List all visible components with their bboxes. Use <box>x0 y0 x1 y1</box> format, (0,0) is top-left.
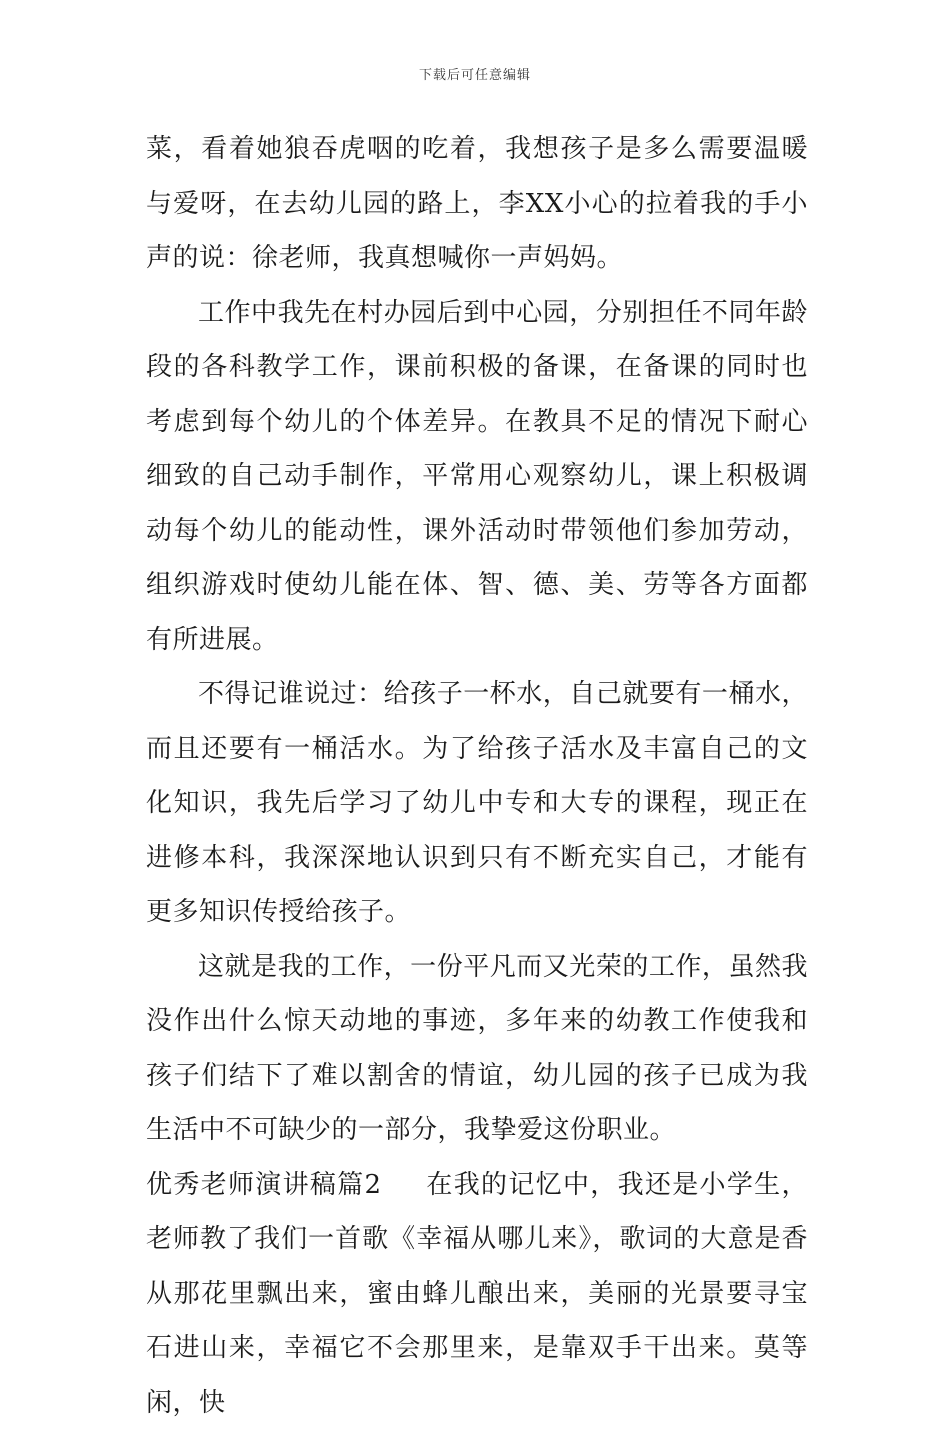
section-title: 优秀老师演讲稿篇2 <box>146 1170 382 1200</box>
paragraph-learning: 不得记谁说过：给孩子一杯水，自己就要有一桶水，而且还要有一桶活水。为了给孩子活水及丰富自己的文化知识，我先后学习了幼儿中专和大专的课程，现正在进修本科，我深深地认识到只有不断充实自己，才能有更多知识传授给孩子。 <box>146 667 808 940</box>
section-paragraph <box>146 1158 808 1430</box>
paragraph-continuation: 菜，看着她狼吞虎咽的吃着，我想孩子是多么需要温暖与爱呀，在去幼儿园的路上，李XX小心的拉着我的手小声的说：徐老师，我真想喊你一声妈妈。 <box>146 122 808 286</box>
page-header: 下载后可任意编辑 <box>0 64 950 83</box>
paragraph-conclusion: 这就是我的工作，一份平凡而又光荣的工作，虽然我没作出什么惊天动地的事迹，多年来的幼教工作使我和孩子们结下了难以割舍的情谊，幼儿园的孩子已成为我生活中不可缺少的一部分，我挚爱这份职业。 <box>146 940 808 1158</box>
document-body <box>146 122 808 1430</box>
section-text: 在我的记忆中，我还是小学生，老师教了我们一首歌《幸福从哪儿来》，歌词的大意是香从那花里飘出来，蜜由蜂儿酿出来，美丽的光景要寻宝石进山来，幸福它不会那里来，是靠双手干出来。莫等闲，快 <box>146 1170 808 1418</box>
paragraph-work: 工作中我先在村办园后到中心园，分别担任不同年龄段的各科教学工作，课前积极的备课，在备课的同时也考虑到每个幼儿的个体差异。在教具不足的情况下耐心细致的自己动手制作，平常用心观察幼儿，课上积极调动每个幼儿的能动性，课外活动时带领他们参加劳动，组织游戏时使幼儿能在体、智、德、美、劳等各方面都有所进展。 <box>146 286 808 668</box>
